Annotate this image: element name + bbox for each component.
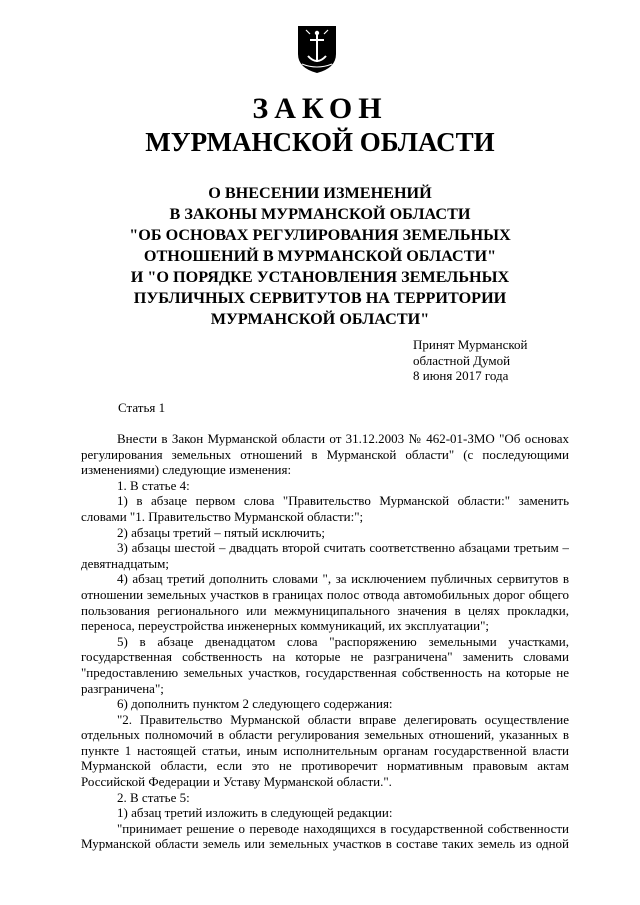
body-line: 6) дополнить пунктом 2 следующего содержания:: [117, 696, 393, 712]
body-line: "предоставлению земельных участков, государственная собственность на которые не: [81, 664, 569, 680]
body-line: 2) абзацы третий – пятый исключить;: [117, 524, 326, 540]
body-line: Мурманской области, если это не противоречит нормативным правовым актам: [81, 758, 569, 774]
body-line: "принимает решение о переводе находящихся в государственной собственности: [117, 820, 569, 836]
law-subtitle: [60, 183, 580, 330]
body-line: 5) в абзаце двенадцатом слова "распоряжению земельными участками,: [117, 633, 569, 649]
body-line: Внести в Закон Мурманской области от 31.12.2003 № 462-01-ЗМО "Об основах: [117, 431, 569, 446]
body-line: отдельных полномочий в области регулирования земельных отношений, указанных в: [81, 727, 569, 743]
subtitle-line: "ОБ ОСНОВАХ РЕГУЛИРОВАНИЯ ЗЕМЕЛЬНЫХ: [129, 226, 511, 244]
adoption-note: [413, 337, 528, 384]
subtitle-line: В ЗАКОНЫ МУРМАНСКОЙ ОБЛАСТИ: [169, 205, 471, 223]
subtitle-line: МУРМАНСКОЙ ОБЛАСТИ": [210, 310, 430, 328]
region-title: МУРМАНСКОЙ ОБЛАСТИ: [145, 127, 495, 157]
adoption-line: Принят Мурманской: [413, 337, 528, 352]
article-body: [81, 431, 569, 852]
adoption-line: 8 июня 2017 года: [413, 368, 509, 383]
subtitle-line: ОТНОШЕНИЙ В МУРМАНСКОЙ ОБЛАСТИ": [143, 247, 497, 265]
body-line: 2. В статье 5:: [117, 789, 190, 805]
body-line: "2. Правительство Мурманской области вправе делегировать осуществление: [117, 711, 569, 727]
subtitle-line: И "О ПОРЯДКЕ УСТАНОВЛЕНИЯ ЗЕМЕЛЬНЫХ: [130, 268, 510, 286]
body-line: отношении земельных участков в границах полос отвода автомобильных дорог общего: [81, 586, 569, 602]
body-line: 3) абзацы шестой – двадцать второй считать соответственно абзацами третьим –: [117, 540, 569, 556]
body-line: регулирования земельных отношений в Мурманской области" (с последующими: [81, 446, 569, 462]
body-line: девятнадцатым;: [81, 555, 169, 571]
article-heading: Статья 1: [118, 400, 166, 415]
body-line: пункте 1 настоящей статьи, иным исполнительным органам государственной власти: [81, 742, 569, 758]
body-line: разграничена";: [81, 680, 164, 696]
murmansk-coat-of-arms-icon: [296, 24, 338, 74]
body-line: 4) абзац третий дополнить словами ", за исключением публичных сервитутов в: [117, 571, 569, 587]
body-line: изменениями) следующие изменения:: [81, 462, 292, 478]
body-line: государственная собственность на которые не разграничена" заменить словами: [81, 649, 569, 665]
body-line: Мурманской области земель или земельных участков в составе таких земель из одной: [81, 836, 569, 852]
body-line: пользования регионального или межмуниципального значения в целях прокладки,: [81, 602, 569, 618]
body-line: Российской Федерации и Уставу Мурманской области.".: [81, 774, 392, 790]
body-line: 1. В статье 4:: [117, 477, 190, 493]
adoption-line: областной Думой: [413, 352, 511, 368]
body-line: переноса, переустройства инженерных коммуникаций, их эксплуатации";: [81, 618, 490, 634]
law-title: ЗАКОН: [252, 92, 388, 125]
body-line: 1) в абзаце первом слова "Правительство Мурманской области:" заменить: [117, 493, 569, 509]
body-line: 1) абзац третий изложить в следующей редакции:: [117, 805, 393, 821]
body-line: словами "1. Правительство Мурманской области:";: [81, 508, 364, 524]
subtitle-line: О ВНЕСЕНИИ ИЗМЕНЕНИЙ: [208, 184, 432, 202]
subtitle-line: ПУБЛИЧНЫХ СЕРВИТУТОВ НА ТЕРРИТОРИИ: [133, 289, 507, 307]
